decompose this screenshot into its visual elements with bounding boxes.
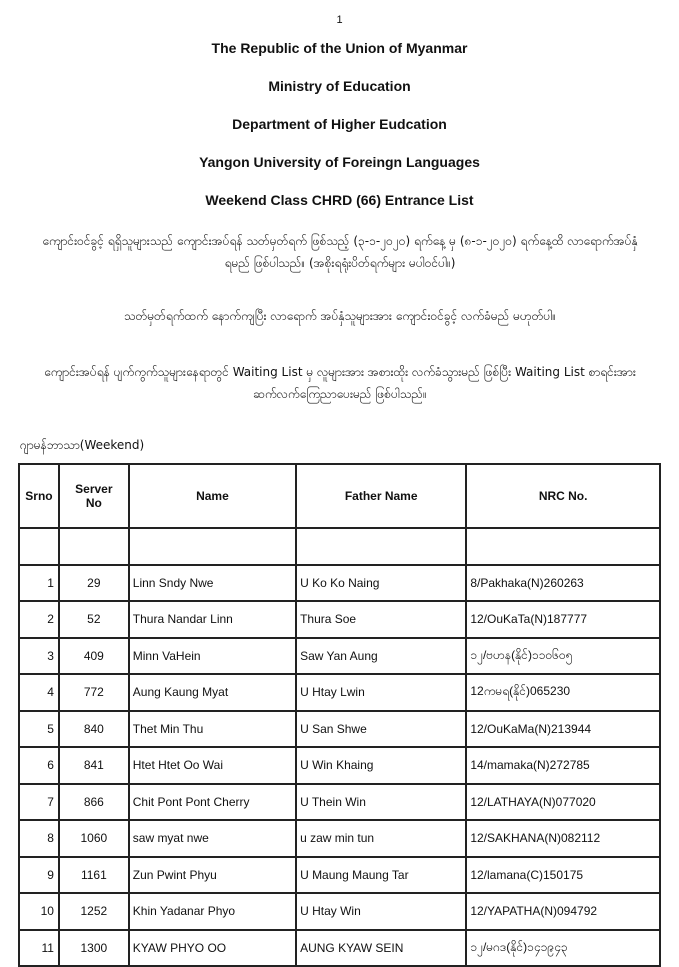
enrollment-dates-notice: ကျောင်းဝင်ခွင့် ရရှိသူများသည် ကျောင်းအပ်ရန် သတ်မှတ်ရက် ဖြစ်သည့် (၃-၁-၂၀၂၀) ရက်နေ့ မှ (၈-၁-၂၀၂၀) ရက်နေ့ထိ လာရောက်အပ်နှံရမည် ဖြစ်ပါသည်။ (အစိုးရရုံးပိတ်ရက်များ မပါဝင်ပါ။)	[42, 234, 638, 270]
table-row	[19, 857, 660, 894]
cell-server-no: 29	[59, 565, 129, 602]
cell-server-no: 52	[59, 601, 129, 638]
cell-server-no: 772	[59, 674, 129, 711]
cell-name: Thura Nandar Linn	[129, 601, 296, 638]
cell-srno: 4	[19, 674, 59, 711]
cell-name: Htet Htet Oo Wai	[129, 747, 296, 784]
header-name: Name	[129, 464, 296, 528]
cell-srno: 9	[19, 857, 59, 894]
table-row	[19, 893, 660, 930]
cell-name: Minn VaHein	[129, 638, 296, 675]
heading-ministry: Ministry of Education	[268, 78, 411, 94]
cell-name: Khin Yadanar Phyo	[129, 893, 296, 930]
page-number: 1	[336, 14, 343, 26]
cell-srno: 7	[19, 784, 59, 821]
cell-father-name: Thura Soe	[296, 601, 466, 638]
heading-department: Department of Higher Eudcation	[232, 116, 447, 132]
cell-nrc: 14/mamaka(N)272785	[466, 747, 660, 784]
cell-server-no: 1300	[59, 930, 129, 967]
cell-nrc: 12/lamana(C)150175	[466, 857, 660, 894]
table-header-row	[19, 464, 660, 528]
header-server-no-line2: No	[85, 496, 102, 510]
cell-srno: 6	[19, 747, 59, 784]
cell-father-name: U Thein Win	[296, 784, 466, 821]
cell-father-name: U Ko Ko Naing	[296, 565, 466, 602]
cell-father-name: Saw Yan Aung	[296, 638, 466, 675]
header-nrc: NRC No.	[466, 464, 660, 528]
cell-father-name: AUNG KYAW SEIN	[296, 930, 466, 967]
table-row	[19, 711, 660, 748]
cell-name: Zun Pwint Phyu	[129, 857, 296, 894]
cell-name: Chit Pont Pont Cherry	[129, 784, 296, 821]
heading-country: The Republic of the Union of Myanmar	[211, 40, 468, 56]
cell-name: Aung Kaung Myat	[129, 674, 296, 711]
cell-father-name: U Maung Maung Tar	[296, 857, 466, 894]
cell-server-no: 1252	[59, 893, 129, 930]
cell-srno: 11	[19, 930, 59, 967]
cell-server-no: 866	[59, 784, 129, 821]
cell-nrc: ၁၂/မဂဒ(နိုင်)၁၄၁၉၄၃	[466, 930, 660, 967]
cell-nrc: ၁၂/ဗဟန(နိုင်)၁၁၀၆၀၅	[466, 638, 660, 675]
cell-srno: 1	[19, 565, 59, 602]
cell-father-name: U Htay Lwin	[296, 674, 466, 711]
cell-server-no: 841	[59, 747, 129, 784]
cell-name: saw myat nwe	[129, 820, 296, 857]
cell-srno: 8	[19, 820, 59, 857]
table-row	[19, 747, 660, 784]
cell-name: Linn Sndy Nwe	[129, 565, 296, 602]
waiting-list-notice: ကျောင်းအပ်ရန် ပျက်ကွက်သူများနေရာတွင် Waiting List မှ လူများအား အစားထိုး လက်ခံသွားမည် ဖြစ်ပြီး Waiting List စာရင်းအား ဆက်လက်ကြေညာပေးမည် ဖြစ်ပါသည်။	[44, 365, 636, 401]
header-father-name: Father Name	[296, 464, 466, 528]
table-row	[19, 638, 660, 675]
cell-srno: 2	[19, 601, 59, 638]
table-row	[19, 784, 660, 821]
cell-server-no: 1161	[59, 857, 129, 894]
cell-name: KYAW PHYO OO	[129, 930, 296, 967]
cell-father-name: U Htay Win	[296, 893, 466, 930]
table-row	[19, 674, 660, 711]
header-srno: Srno	[19, 464, 59, 528]
cell-nrc: 12/SAKHANA(N)082112	[466, 820, 660, 857]
entrance-list-table	[18, 463, 661, 967]
heading-list-title: Weekend Class CHRD (66) Entrance List	[205, 192, 474, 208]
heading-university: Yangon University of Foreingn Languages	[199, 154, 480, 170]
cell-nrc: 12ကမရ(နိုင်)065230	[466, 674, 660, 711]
cell-server-no: 840	[59, 711, 129, 748]
cell-srno: 3	[19, 638, 59, 675]
cell-nrc: 12/LATHAYA(N)077020	[466, 784, 660, 821]
cell-name: Thet Min Thu	[129, 711, 296, 748]
cell-nrc: 12/OuKaMa(N)213944	[466, 711, 660, 748]
table-spacer-row	[19, 528, 660, 565]
cell-father-name: u zaw min tun	[296, 820, 466, 857]
cell-nrc: 12/OuKaTa(N)187777	[466, 601, 660, 638]
cell-server-no: 1060	[59, 820, 129, 857]
section-label: ဂျာမန်ဘာသာ(Weekend)	[20, 438, 145, 452]
table-row	[19, 601, 660, 638]
header-server-no	[59, 464, 129, 528]
cell-server-no: 409	[59, 638, 129, 675]
cell-nrc: 12/YAPATHA(N)094792	[466, 893, 660, 930]
cell-srno: 10	[19, 893, 59, 930]
late-enrollment-notice: သတ်မှတ်ရက်ထက် နောက်ကျပြီး လာရောက် အပ်နှံသူများအား ကျောင်းဝင်ခွင့် လက်ခံမည် မဟုတ်ပါ။	[124, 309, 556, 323]
table-row	[19, 930, 660, 967]
cell-srno: 5	[19, 711, 59, 748]
header-server-no-line1: Server	[75, 482, 113, 496]
cell-nrc: 8/Pakhaka(N)260263	[466, 565, 660, 602]
cell-father-name: U San Shwe	[296, 711, 466, 748]
table-row	[19, 565, 660, 602]
cell-father-name: U Win Khaing	[296, 747, 466, 784]
table-row	[19, 820, 660, 857]
